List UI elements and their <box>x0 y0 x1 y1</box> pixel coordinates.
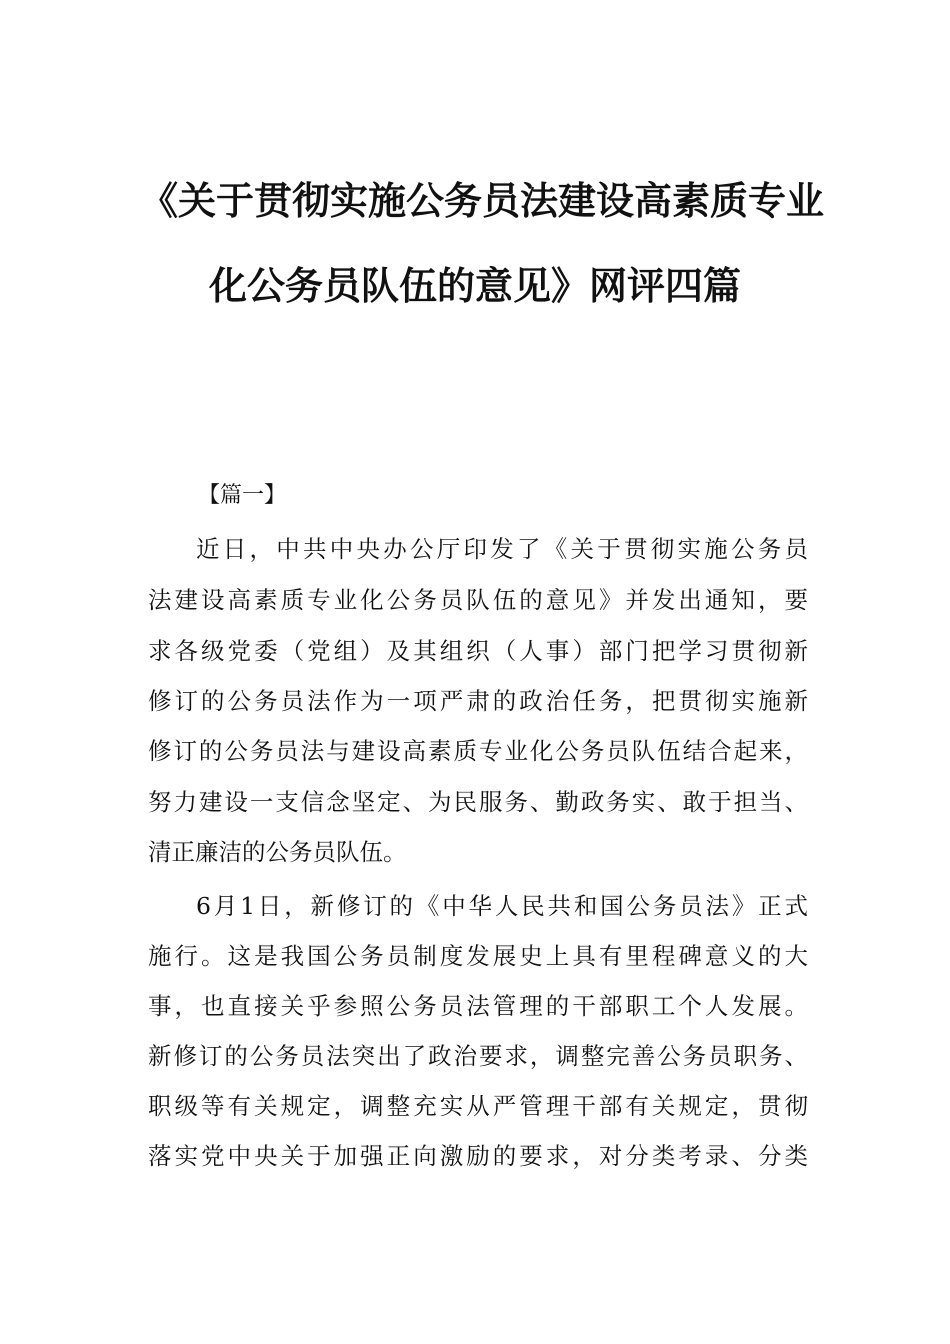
paragraph-2-line: 事，也直接关乎参照公务员法管理的干部职工个人发展。 <box>148 992 808 1020</box>
paragraph-1-line: 法建设高素质专业化公务员队伍的意见》并发出通知，要 <box>148 586 808 614</box>
document-title-line-1: 《关于贯彻实施公务员法建设高素质专业 <box>140 179 825 223</box>
document-title-line-2: 化公务员队伍的意见》网评四篇 <box>208 264 741 308</box>
paragraph-2-line: 职级等有关规定，调整充实从严管理干部有关规定，贯彻 <box>148 1092 808 1120</box>
paragraph-1-line: 近日，中共中央办公厅印发了《关于贯彻实施公务员 <box>196 535 808 563</box>
paragraph-1-line: 修订的公务员法作为一项严肃的政治任务，把贯彻实施新 <box>148 687 808 715</box>
paragraph-1-line: 努力建设一支信念坚定、为民服务、勤政务实、敢于担当、 <box>148 788 808 816</box>
section-label: 【篇一】 <box>198 483 287 508</box>
paragraph-2-line: 落实党中央关于加强正向激励的要求，对分类考录、分类 <box>148 1142 808 1170</box>
paragraph-1-line: 清正廉洁的公务员队伍。 <box>148 838 407 866</box>
paragraph-1-line: 求各级党委（党组）及其组织（人事）部门把学习贯彻新 <box>148 637 808 665</box>
paragraph-2-line: 施行。这是我国公务员制度发展史上具有里程碑意义的大 <box>148 942 808 970</box>
paragraph-1-line: 修订的公务员法与建设高素质专业化公务员队伍结合起来， <box>148 737 808 765</box>
paragraph-2-line: 新修订的公务员法突出了政治要求，调整完善公务员职务、 <box>148 1042 808 1070</box>
paragraph-2-line: 6月1日，新修订的《中华人民共和国公务员法》正式 <box>196 892 808 920</box>
